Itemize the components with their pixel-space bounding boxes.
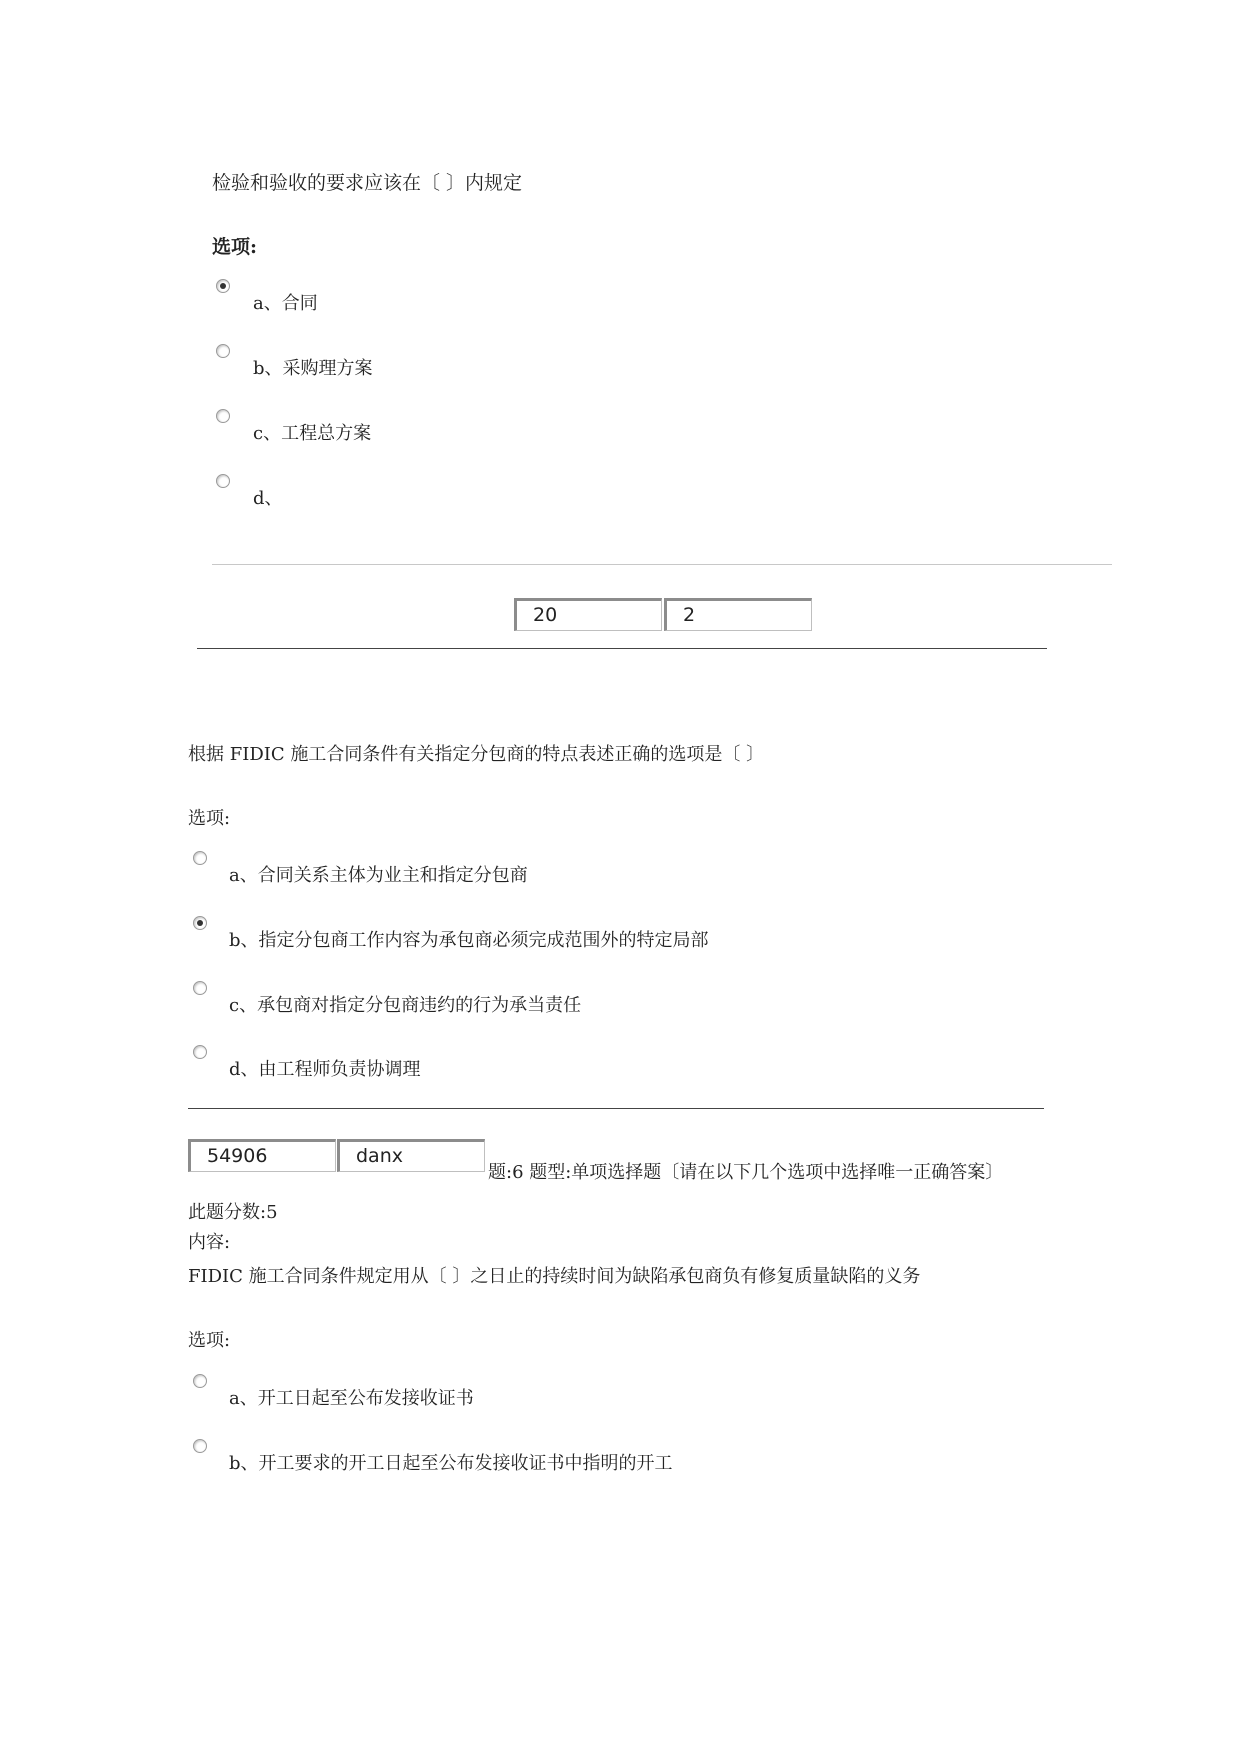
question-1-text: 检验和验收的要求应该在〔 〕内规定 — [212, 172, 523, 194]
q1-option-d-radio[interactable] — [216, 474, 230, 488]
question-2-options-label: 选项: — [188, 808, 231, 829]
q1-option-b-radio[interactable] — [216, 344, 230, 358]
q1-option-c-radio[interactable] — [216, 409, 230, 423]
q2-option-d-radio[interactable] — [193, 1045, 207, 1059]
divider — [212, 564, 1112, 565]
q3-option-a-label: a、开工日起至公布发接收证书 — [229, 1388, 474, 1409]
q3-option-a-radio[interactable] — [193, 1374, 207, 1388]
divider — [197, 648, 1047, 649]
question-2-text: 根据 FIDIC 施工合同条件有关指定分包商的特点表述正确的选项是〔 〕 — [188, 744, 765, 765]
divider — [188, 1108, 1044, 1109]
q3-option-b-label: b、开工要求的开工日起至公布发接收证书中指明的开工 — [229, 1453, 673, 1474]
q2-option-b-label: b、指定分包商工作内容为承包商必须完成范围外的特定局部 — [229, 930, 709, 951]
q2-option-a-label: a、合同关系主体为业主和指定分包商 — [229, 865, 528, 886]
question-6-header: 题:6 题型:单项选择题〔请在以下几个选项中选择唯一正确答案〕 — [488, 1162, 1004, 1183]
q1-option-d-label: d、 — [253, 488, 283, 509]
question-3-score: 此题分数:5 — [188, 1202, 278, 1223]
question-3-options-label: 选项: — [188, 1330, 231, 1351]
q2-type-field[interactable]: danx — [337, 1139, 485, 1172]
q1-type-field[interactable]: 2 — [664, 598, 812, 631]
q2-option-c-label: c、承包商对指定分包商违约的行为承当责任 — [229, 995, 582, 1016]
q2-option-d-label: d、由工程师负责协调理 — [229, 1059, 421, 1080]
q1-option-a-radio[interactable] — [216, 279, 230, 293]
q2-id-field[interactable]: 54906 — [188, 1139, 336, 1172]
q1-id-field[interactable]: 20 — [514, 598, 662, 631]
q2-option-a-radio[interactable] — [193, 851, 207, 865]
q1-option-c-label: c、工程总方案 — [253, 423, 372, 444]
q3-option-b-radio[interactable] — [193, 1439, 207, 1453]
question-1-options-label: 选项: — [212, 236, 258, 258]
q2-option-c-radio[interactable] — [193, 981, 207, 995]
question-3-text: FIDIC 施工合同条件规定用从〔 〕之日止的持续时间为缺陷承包商负有修复质量缺陷的义务 — [188, 1266, 921, 1287]
q1-option-b-label: b、采购理方案 — [253, 358, 373, 379]
q2-option-b-radio[interactable] — [193, 916, 207, 930]
q1-option-a-label: a、合同 — [253, 293, 318, 314]
question-3-content-label: 内容: — [188, 1232, 231, 1253]
